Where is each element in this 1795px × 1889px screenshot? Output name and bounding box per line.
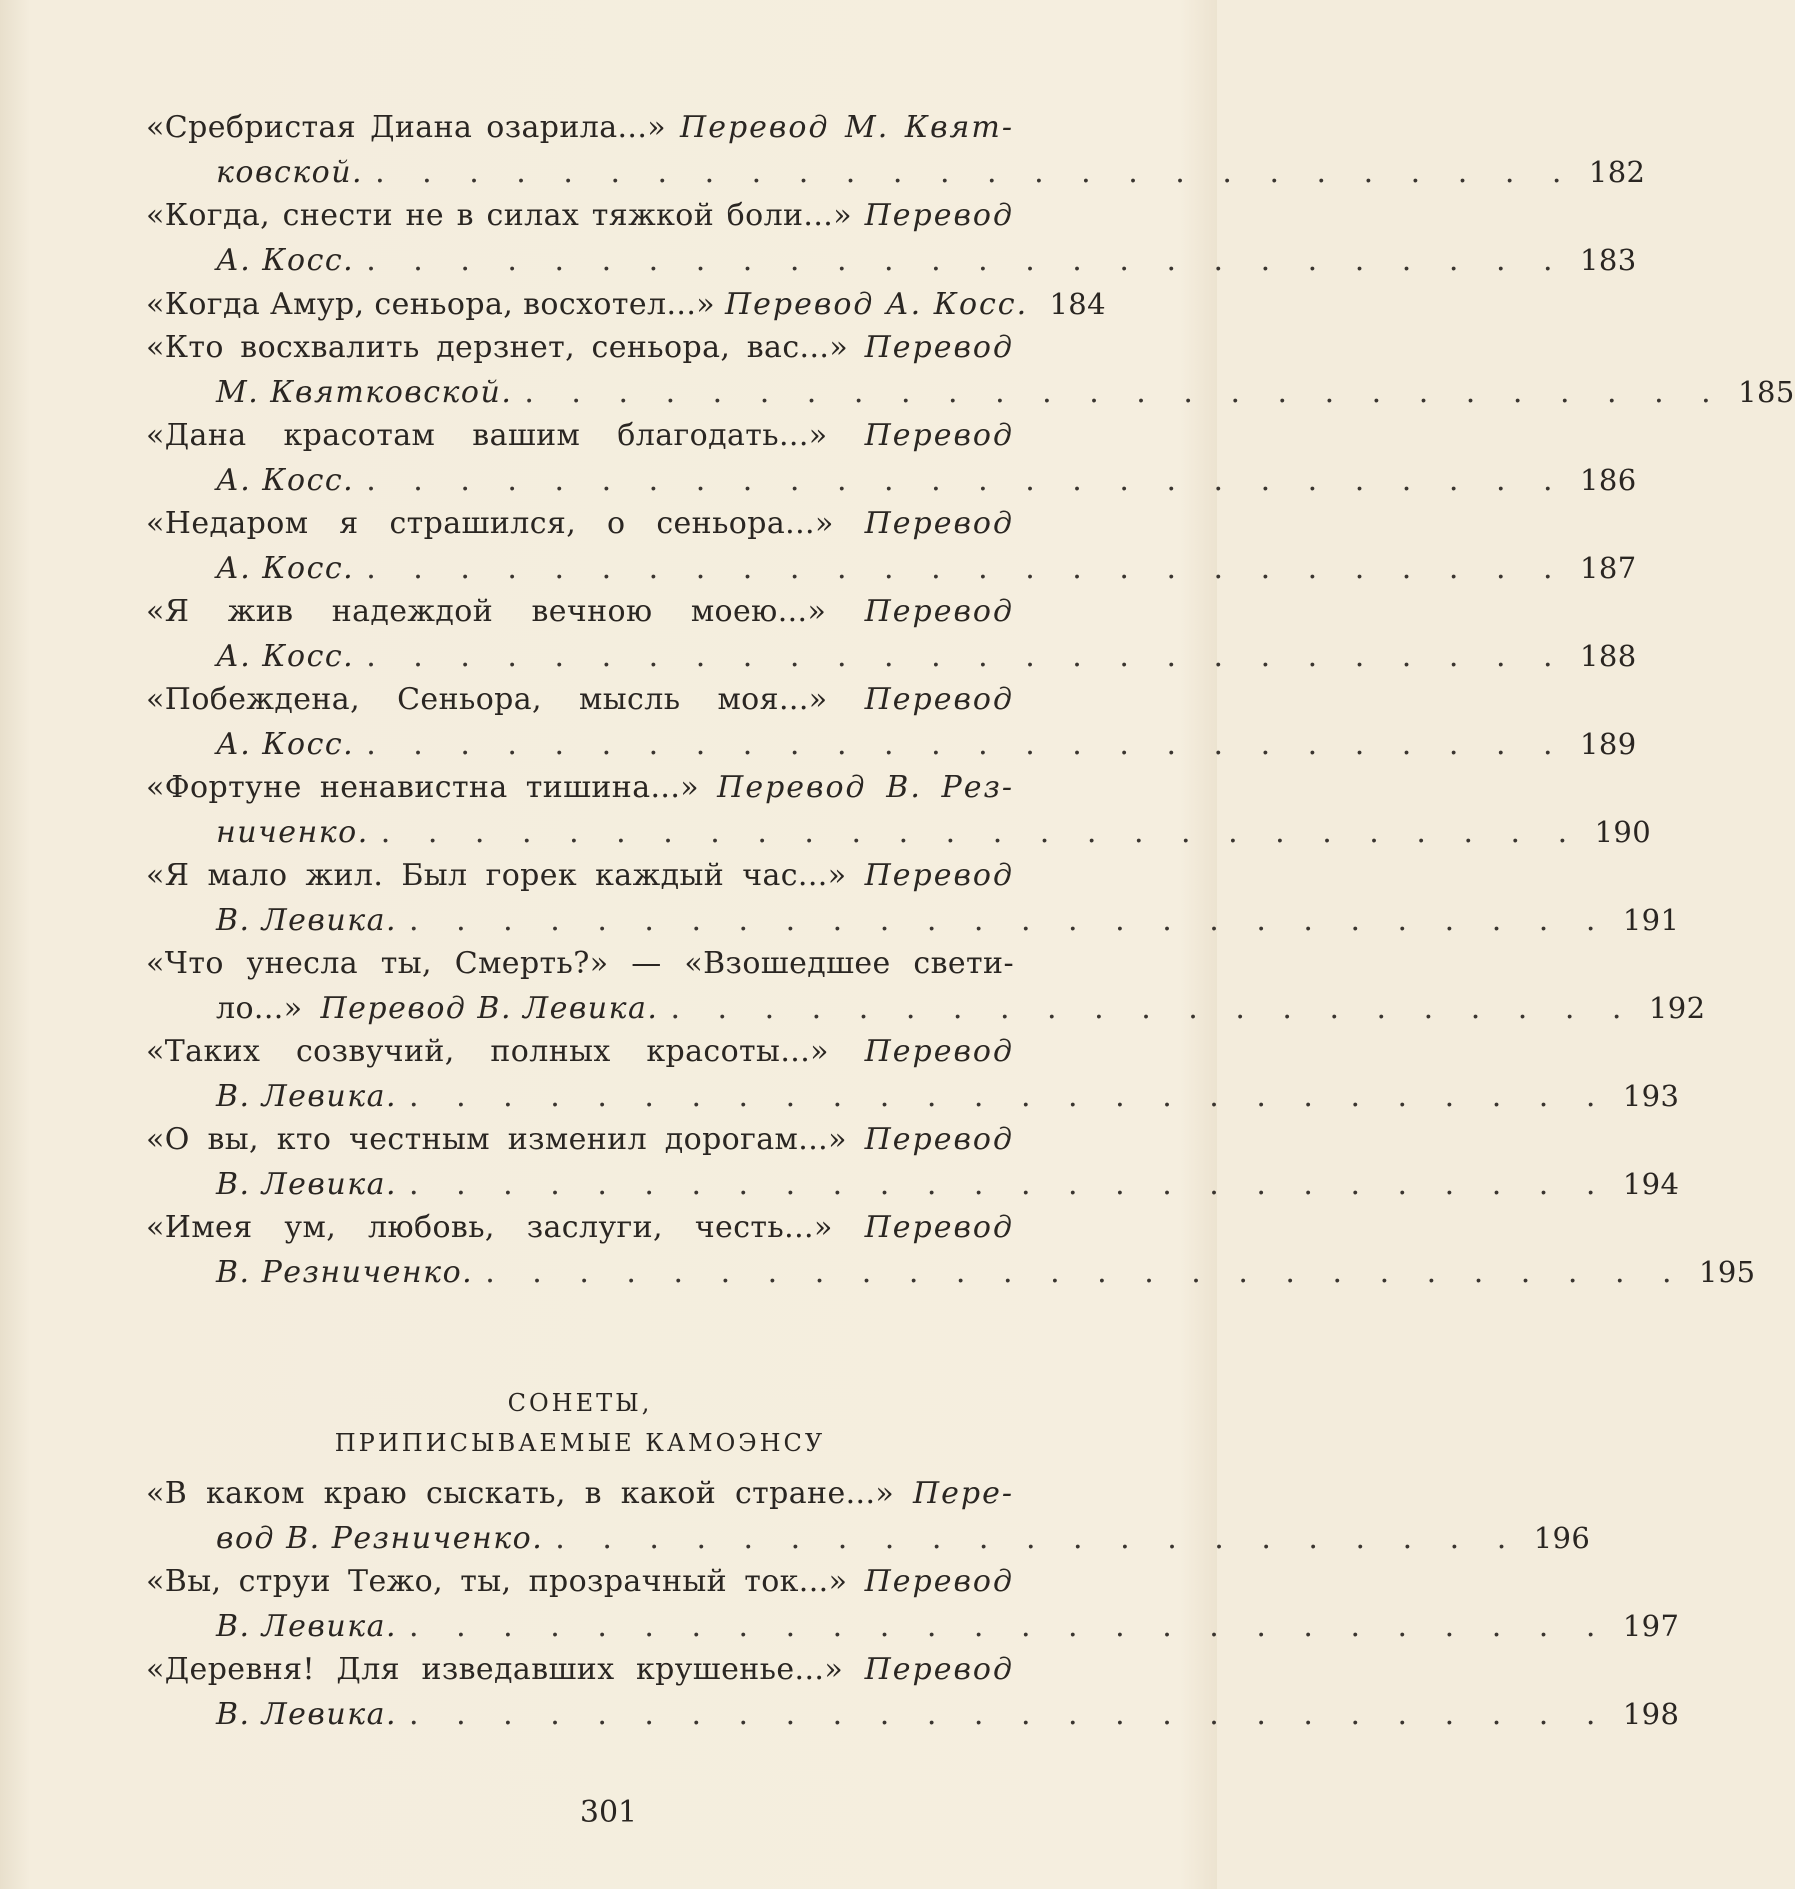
entry-page: 195 xyxy=(1698,1255,1756,1289)
toc-entry xyxy=(146,1472,1591,1560)
leader-dots: . . . . . . . . . . . . . . . . . . . . . . . . . . xyxy=(366,551,1567,586)
entry-title: «Что унесла ты, Смерть?» — «Взошедшее свети- xyxy=(146,946,1014,981)
toc-list-bottom xyxy=(146,1472,1680,1736)
toc-entry xyxy=(146,194,1637,282)
toc-entry xyxy=(146,1648,1680,1736)
entry-page: 193 xyxy=(1622,1079,1680,1113)
entry-translator-cont: В. Левика. xyxy=(216,1079,398,1114)
entry-translator-cont: А. Косс. xyxy=(216,463,355,498)
leader-dots: . . . . . . . . . . . . . . . . . . . . . . . . . . xyxy=(366,727,1567,762)
entry-title: «Когда Амур, сеньора, восхотел...» xyxy=(146,287,716,322)
entry-translator-cont: А. Косс. xyxy=(216,551,355,586)
leader-dots: . . . . . . . . . . . . . . . . . . . . . . . . . . xyxy=(409,1079,1610,1114)
entry-page: 182 xyxy=(1588,155,1646,189)
leader-dots: . . . . . . . . . . . . . . . . . . . . . . . . . . xyxy=(524,375,1725,410)
entry-translator: Перевод xyxy=(864,682,1014,717)
leader-dots: . . . . . . . . . . . . . . . . . . . . . xyxy=(555,1521,1521,1556)
entry-translator: Перевод В. Левика. xyxy=(320,991,659,1026)
leader-dots: . . . . . . . . . . . . . . . . . . . . . . . . . . xyxy=(409,1167,1610,1202)
entry-translator-cont: В. Левика. xyxy=(216,903,398,938)
entry-title: «Кто восхвалить дерзнет, сеньора, вас...» xyxy=(146,330,849,365)
entry-translator: Перевод xyxy=(864,594,1015,629)
entry-translator-cont: В. Левика. xyxy=(216,1609,398,1644)
entry-translator: Пере- xyxy=(913,1476,1015,1511)
toc-entry xyxy=(146,678,1637,766)
entry-page: 183 xyxy=(1580,243,1637,277)
toc-entry xyxy=(146,590,1637,678)
entry-translator: Перевод А. Косс. xyxy=(724,287,1029,322)
toc-list-top xyxy=(146,106,1795,1294)
entry-title: «О вы, кто честным изменил дорогам...» xyxy=(146,1122,847,1157)
entry-translator-cont: М. Квятковской. xyxy=(216,375,513,410)
entry-translator: Перевод xyxy=(864,1034,1014,1069)
toc-entry xyxy=(146,414,1637,502)
entry-title-cont: ло...» xyxy=(216,991,303,1026)
entry-title: «Имея ум, любовь, заслуги, честь...» xyxy=(146,1210,833,1245)
entry-translator-cont: В. Резниченко. xyxy=(216,1255,474,1290)
leader-dots: . . . . . . . . . . . . . . . . . . . . . . . . . . xyxy=(409,1697,1610,1732)
toc-entry xyxy=(146,502,1637,590)
entry-translator: Перевод xyxy=(864,330,1014,365)
entry-translator: Перевод xyxy=(864,858,1014,893)
page-number: 301 xyxy=(579,1795,638,1830)
entry-translator: Перевод xyxy=(864,418,1014,453)
leader-dots: . . . . . . . . . . . . . . . . . . . . . . . . . . xyxy=(366,463,1567,498)
leader-dots: . . . . . . . . . . . . . . . . . . . . . . . . . . xyxy=(366,243,1567,278)
entry-page: 192 xyxy=(1648,991,1706,1025)
leader-dots: . . . . . . . . . . . . . . . . . . . . . . . . . . xyxy=(375,155,1576,190)
entry-title: «Таких созвучий, полных красоты...» xyxy=(146,1034,829,1069)
entry-translator: Перевод М. Квят- xyxy=(680,110,1014,145)
entry-title: «В каком краю сыскать, в какой стране...» xyxy=(146,1476,895,1511)
toc-entry xyxy=(146,1206,1756,1294)
entry-title: «Деревня! Для изведавших крушенье...» xyxy=(146,1652,844,1687)
toc-entry xyxy=(146,1560,1680,1648)
entry-title: «Недаром я страшился, о сеньора...» xyxy=(146,506,834,541)
entry-title: «Дана красотам вашим благодать...» xyxy=(146,418,828,453)
section-heading xyxy=(146,1383,1014,1463)
entry-translator-cont: В. Левика. xyxy=(216,1697,398,1732)
entry-page: 186 xyxy=(1580,463,1637,497)
toc-entry xyxy=(146,1030,1680,1118)
entry-title: «Я жив надеждой вечною моею...» xyxy=(146,594,827,629)
entry-translator: Перевод xyxy=(864,506,1014,541)
toc-entry xyxy=(146,106,1646,194)
entry-translator-cont: В. Левика. xyxy=(216,1167,398,1202)
entry-page: 184 xyxy=(1049,287,1106,321)
entry-page: 196 xyxy=(1533,1521,1591,1555)
entry-title: «Я мало жил. Был горек каждый час...» xyxy=(146,858,847,893)
entry-page: 188 xyxy=(1580,639,1637,673)
entry-translator: Перевод В. Рез- xyxy=(717,770,1014,805)
entry-translator: Перевод xyxy=(864,198,1014,233)
entry-translator: Перевод xyxy=(864,1210,1014,1245)
entry-translator: Перевод xyxy=(864,1122,1015,1157)
entry-page: 187 xyxy=(1580,551,1637,585)
entry-translator-cont: А. Косс. xyxy=(216,639,355,674)
toc-entry xyxy=(146,942,1706,1030)
leader-dots: . . . . . . . . . . . . . . . . . . . . . . . . . . xyxy=(409,903,1610,938)
entry-translator-cont: А. Косс. xyxy=(216,243,355,278)
entry-page: 190 xyxy=(1594,815,1652,849)
toc-entry xyxy=(146,282,1106,326)
leader-dots: . . . . . . . . . . . . . . . . . . . . . . . . . . xyxy=(485,1255,1686,1290)
entry-page: 194 xyxy=(1622,1167,1680,1201)
leader-dots: . . . . . . . . . . . . . . . . . . . . . . . . . . xyxy=(409,1609,1610,1644)
toc-entry xyxy=(146,766,1652,854)
entry-title: «Побеждена, Сеньора, мысль моя...» xyxy=(146,682,828,717)
toc-entry xyxy=(146,854,1680,942)
entry-translator-cont: ниченко. xyxy=(216,815,369,850)
toc-entry xyxy=(146,326,1795,414)
entry-page: 189 xyxy=(1580,727,1637,761)
entry-translator-cont: А. Косс. xyxy=(216,727,355,762)
section-heading-line: ПРИПИСЫВАЕМЫЕ КАМОЭНСУ xyxy=(334,1429,826,1457)
entry-page: 197 xyxy=(1622,1609,1680,1643)
leader-dots: . . . . . . . . . . . . . . . . . . . . . xyxy=(670,991,1636,1026)
entry-page: 198 xyxy=(1622,1697,1680,1731)
entry-translator: Перевод xyxy=(864,1564,1014,1599)
entry-title: «Когда, снести не в силах тяжкой боли...» xyxy=(146,198,852,233)
entry-title: «Сребристая Диана озарила...» xyxy=(146,110,667,145)
section-heading-line: СОНЕТЫ, xyxy=(507,1389,653,1417)
entry-page: 191 xyxy=(1622,903,1680,937)
leader-dots: . . . . . . . . . . . . . . . . . . . . . . . . . . xyxy=(380,815,1582,850)
entry-page: 185 xyxy=(1738,375,1795,409)
entry-title: «Вы, струи Тежо, ты, прозрачный ток...» xyxy=(146,1564,848,1599)
entry-title: «Фортуне ненавистна тишина...» xyxy=(146,770,700,805)
leader-dots: . . . . . . . . . . . . . . . . . . . . . . . . . . xyxy=(366,639,1567,674)
toc-entry xyxy=(146,1118,1680,1206)
entry-translator: Перевод xyxy=(864,1652,1014,1687)
entry-translator-cont: вод В. Резниченко. xyxy=(216,1521,544,1556)
entry-translator-cont: ковской. xyxy=(216,155,364,190)
